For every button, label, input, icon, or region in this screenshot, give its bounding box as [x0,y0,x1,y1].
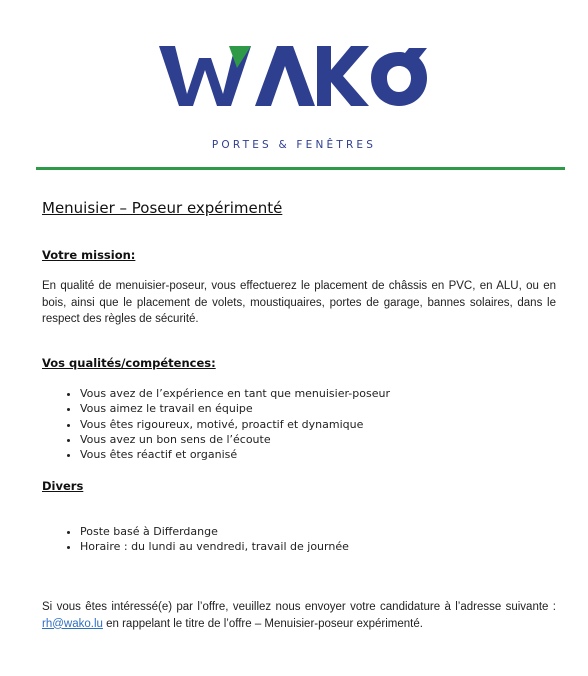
mission-text: En qualité de menuisier-poseur, vous effectuerez le placement de châssis en PVC, en ALU, ou en bois, ainsi que le placement de volets, moustiquaires, portes de garage, bannes solaires, dans le respect des règles de sécurité. [42,280,556,325]
divers-list [42,524,349,555]
contact-text-after: en rappelant le titre de l’offre – Menuisier-poseur expérimenté. [102,617,423,630]
logo-letter-a [255,46,315,106]
list-item: • Vous avez un bon sens de l’écoute [80,432,390,447]
contact-paragraph [42,599,556,632]
email-link[interactable]: rh@wako.lu [42,617,103,630]
mission-heading: Votre mission: [42,248,136,262]
wako-logo-graphic [159,44,429,108]
qualities-list [42,386,390,462]
job-title: Menuisier – Poseur expérimenté [42,199,283,217]
divers-heading: Divers [42,479,84,493]
logo-letter-o [371,48,427,106]
company-logo [0,44,588,108]
logo-letter-k [317,46,369,106]
list-item: • Poste basé à Differdange [80,524,349,539]
header-divider [36,167,565,170]
logo-tagline: PORTES & FENÊTRES [211,139,377,151]
contact-text-before: Si vous êtes intéressé(e) par l’offre, veuillez nous envoyer votre candidature à l’adresse suivante : [42,601,556,613]
list-item: • Vous aimez le travail en équipe [80,401,390,416]
qualities-heading: Vos qualités/compétences: [42,356,216,370]
list-item: • Vous êtes réactif et organisé [80,447,390,462]
list-item: • Horaire : du lundi au vendredi, travail de journée [80,539,349,554]
list-item: • Vous avez de l’expérience en tant que menuisier-poseur [80,386,390,401]
list-item: • Vous êtes rigoureux, motivé, proactif et dynamique [80,417,390,432]
